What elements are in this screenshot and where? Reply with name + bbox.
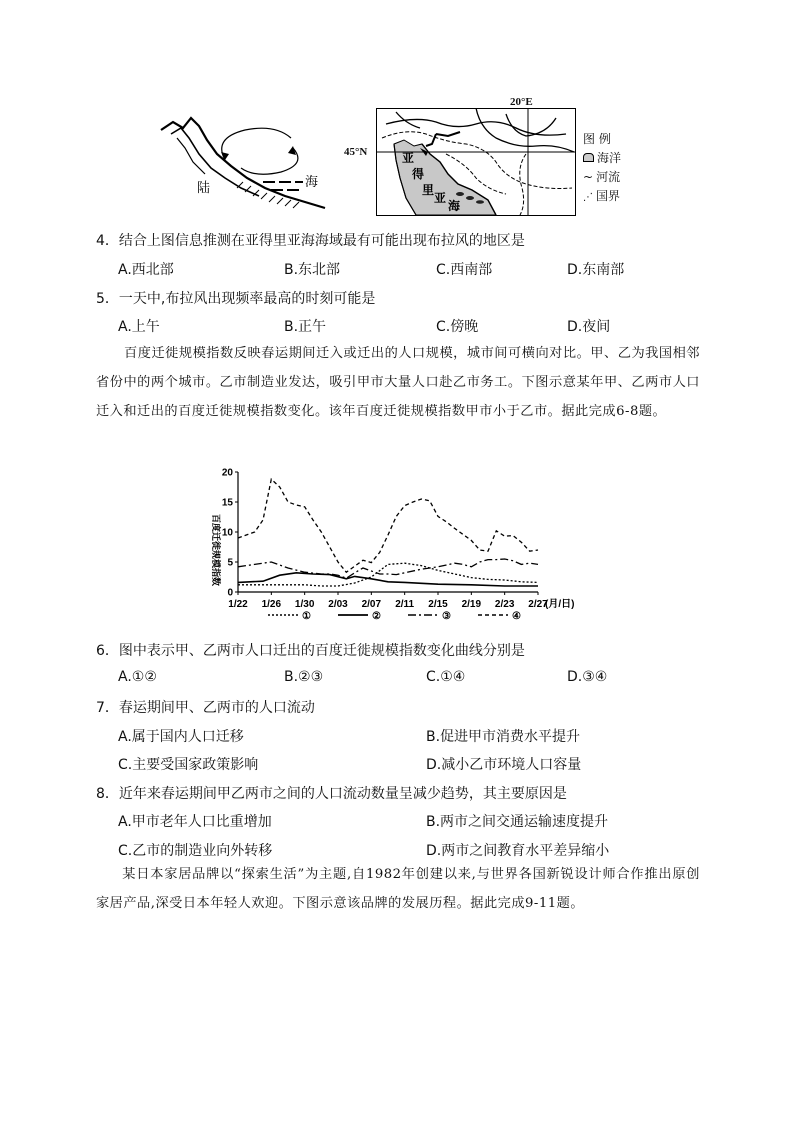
q5-option-d: D.夜间	[567, 319, 611, 335]
border-legend-icon: ⋰	[583, 192, 593, 203]
latitude-label: 45°N	[344, 146, 368, 158]
q6-option-c: C.①④	[426, 669, 466, 685]
question-8-stem: 8．近年来春运期间甲乙两市之间的人口流动数量呈减少趋势，其主要原因是	[96, 786, 567, 802]
q8-option-b: B.两市之间交通运输速度提升	[426, 814, 609, 830]
sea-name-char-2: 得	[412, 167, 425, 181]
q5-option-c: C.傍晚	[436, 319, 479, 335]
passage-baidu-migration	[96, 339, 700, 426]
sea-name-char-5: 海	[448, 199, 461, 213]
sea-breeze-diagram	[155, 108, 345, 218]
y-tick-label: 15	[221, 497, 233, 509]
q6-option-d: D.③④	[567, 669, 608, 685]
series-line-4	[238, 479, 538, 572]
y-tick-label: 10	[221, 527, 233, 539]
x-tick-label: 2/07	[361, 599, 382, 610]
migration-index-chart	[198, 462, 598, 632]
sea-name-char-4: 亚	[434, 191, 447, 205]
q4-option-c: C.西南部	[436, 262, 493, 278]
q7-option-a: A.属于国内人口迁移	[118, 729, 244, 745]
y-tick-label: 5	[227, 557, 233, 569]
y-tick-label: 20	[221, 467, 233, 479]
q8-option-a: A.甲市老年人口比重增加	[118, 814, 272, 830]
question-4-stem: 4．结合上图信息推测在亚得里亚海海域最有可能出现布拉风的地区是	[96, 233, 525, 249]
legend-label-4: ④	[512, 611, 521, 622]
x-tick-label: 1/22	[228, 599, 248, 610]
adriatic-map	[376, 108, 576, 216]
ocean-legend-icon	[583, 153, 594, 162]
legend-ocean: 海洋	[597, 151, 622, 165]
sea-label: 海	[305, 174, 319, 189]
x-tick-label: 1/30	[294, 599, 315, 610]
x-tick-label: 2/11	[395, 599, 415, 610]
question-6-stem: 6．图中表示甲、乙两市人口迁出的百度迁徙规模指数变化曲线分别是	[96, 643, 525, 659]
q5-option-a: A.上午	[118, 319, 160, 335]
q8-option-d: D.两市之间教育水平差异缩小	[426, 843, 610, 859]
question-5-stem: 5．一天中,布拉风出现频率最高的时刻可能是	[96, 291, 376, 307]
sea-name-char-1: 亚	[402, 151, 415, 165]
y-tick-label: 0	[227, 587, 233, 599]
q7-option-c: C.主要受国家政策影响	[118, 757, 259, 773]
q5-option-b: B.正午	[284, 319, 327, 335]
x-tick-label: 2/03	[328, 599, 348, 610]
map-legend	[583, 130, 621, 207]
x-tick-label: 2/15	[428, 599, 448, 610]
q6-option-b: B.②③	[284, 669, 324, 685]
legend-river: 河流	[596, 170, 621, 184]
q4-option-d: D.东南部	[567, 262, 625, 278]
q7-option-b: B.促进甲市消费水平提升	[426, 729, 581, 745]
passage-2-text: 某日本家居品牌以“探索生活”为主题,自1982年创建以来,与世界各国新锐设计师合作推出原创家居产品,深受日本年轻人欢迎。下图示意该品牌的发展历程。据此完成9-11题。	[96, 867, 700, 911]
passage-1-text: 百度迁徙规模指数反映春运期间迁入或迁出的人口规模，城市间可横向对比。甲、乙为我国相邻省份中的两个城市。乙市制造业发达，吸引甲市大量人口赴乙市务工。下图示意某年甲、乙两市人口迁入和迁出的百度迁徙规模指数变化。该年百度迁徙规模指数甲市小于乙市。据此完成6-8题。	[96, 346, 700, 419]
passage-japanese-brand	[96, 860, 700, 918]
sea-name-char-3: 里	[422, 183, 435, 197]
x-tick-label: 2/27	[528, 599, 548, 610]
question-7-stem: 7．春运期间甲、乙两市的人口流动	[96, 700, 315, 716]
legend-label-2: ②	[372, 611, 381, 622]
q8-option-c: C.乙市的制造业向外转移	[118, 843, 273, 859]
legend-title: 图 例	[583, 132, 611, 146]
river-legend-icon: ~	[583, 170, 594, 184]
land-label: 陆	[197, 180, 211, 195]
x-tick-label: 2/23	[494, 599, 515, 610]
x-axis-unit-label: (月/日)	[545, 599, 575, 610]
q7-option-d: D.减小乙市环境人口容量	[426, 757, 582, 773]
q4-option-b: B.东北部	[284, 262, 341, 278]
x-tick-label: 1/26	[261, 599, 282, 610]
x-tick-label: 2/19	[461, 599, 482, 610]
longitude-label: 20°E	[510, 96, 533, 108]
q6-option-a: A.①②	[118, 669, 157, 685]
legend-label-3: ③	[442, 611, 451, 622]
y-axis-label: 百度迁徙规模指数	[211, 513, 221, 587]
q4-option-a: A.西北部	[118, 262, 174, 278]
series-line-2	[238, 573, 538, 586]
legend-label-1: ①	[302, 611, 311, 622]
legend-border: 国界	[596, 189, 621, 203]
